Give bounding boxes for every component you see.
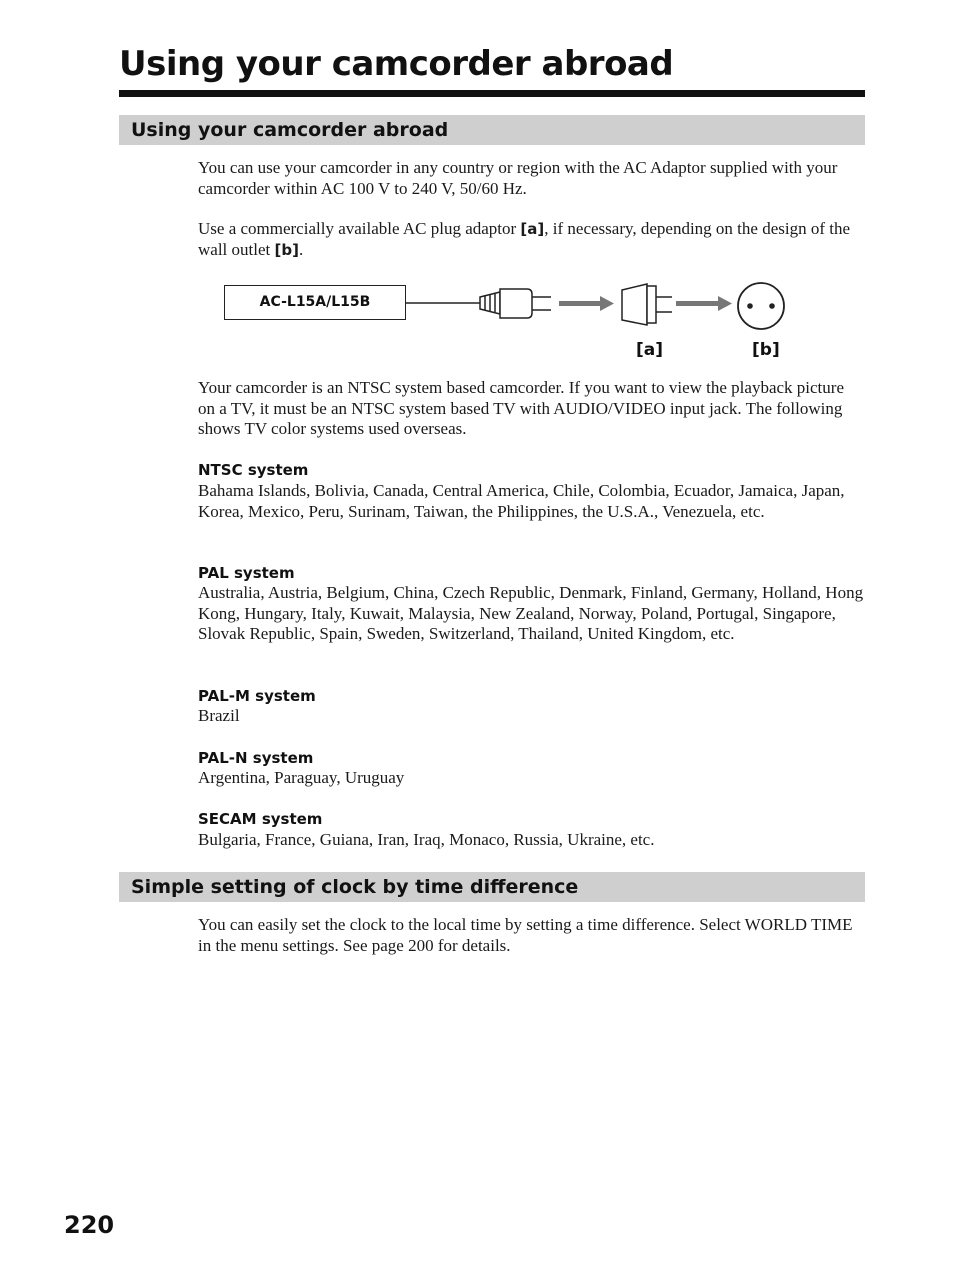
system-countries: Brazil	[198, 706, 240, 725]
system-heading: PAL system	[198, 564, 295, 582]
system-heading: SECAM system	[198, 810, 323, 828]
model-label-box: AC-L15A/L15B	[224, 285, 406, 320]
system-countries: Bulgaria, France, Guiana, Iran, Iraq, Monaco, Russia, Ukraine, etc.	[198, 830, 655, 849]
section-heading: Simple setting of clock by time difference	[131, 876, 579, 898]
plug-adaptor-icon	[622, 284, 672, 325]
page-title: Using your camcorder abroad	[119, 44, 674, 84]
figure-label-a: [a]	[636, 340, 664, 360]
intro-paragraph: You can use your camcorder in any country or region with the AC Adaptor supplied with your camcorder within AC 100 V to 240 V, 50/60 Hz.	[198, 158, 838, 198]
arrow-right-icon	[676, 296, 732, 311]
system-heading: PAL-M system	[198, 687, 316, 705]
ref-b: [b]	[274, 240, 299, 259]
plug-paragraph-text-2: , if necessary, depending on the design of the wall outlet	[198, 219, 851, 259]
wall-outlet-icon	[738, 283, 784, 329]
system-heading: PAL-N system	[198, 749, 314, 767]
page-number: 220	[64, 1211, 115, 1239]
system-countries: Bahama Islands, Bolivia, Canada, Central America, Chile, Colombia, Ecuador, Jamaica, Japan, Korea, Mexico, Peru, Surinam, Taiwan, the Philippines, the U.S.A., Venezuela, etc.	[198, 481, 845, 521]
figure-label-b: [b]	[752, 340, 780, 360]
system-countries: Australia, Austria, Belgium, China, Czech Republic, Denmark, Finland, Germany, Holland, Hong Kong, Hungary, Italy, Kuwait, Malaysia, New Zealand, Norway, Poland, Portugal, Singapore, Slovak Republic, Spain, Sweden, Switzerland, Thailand, United Kingdom, etc.	[198, 583, 864, 643]
plug-paragraph-text-1: Use a commercially available AC plug adaptor	[198, 219, 521, 238]
system-countries: Argentina, Paraguay, Uruguay	[198, 768, 405, 787]
ref-a: [a]	[520, 220, 545, 238]
ac-adaptor-plug-icon	[480, 289, 551, 318]
section-heading: Using your camcorder abroad	[131, 119, 449, 141]
plug-paragraph-text-3: .	[298, 239, 304, 259]
section-heading-bar	[119, 872, 865, 902]
plug-diagram	[0, 0, 954, 380]
system-heading: NTSC system	[198, 461, 309, 479]
ntsc-intro-paragraph: Your camcorder is an NTSC system based camcorder. If you want to view the playback picture on a TV, it must be an NTSC system based TV with AUDIO/VIDEO input jack. The following shows TV color systems used overseas.	[198, 378, 844, 438]
clock-paragraph: You can easily set the clock to the local time by setting a time difference. Select WORLD TIME in the menu settings. See page 200 for details.	[198, 915, 853, 955]
arrow-right-icon	[559, 296, 614, 311]
